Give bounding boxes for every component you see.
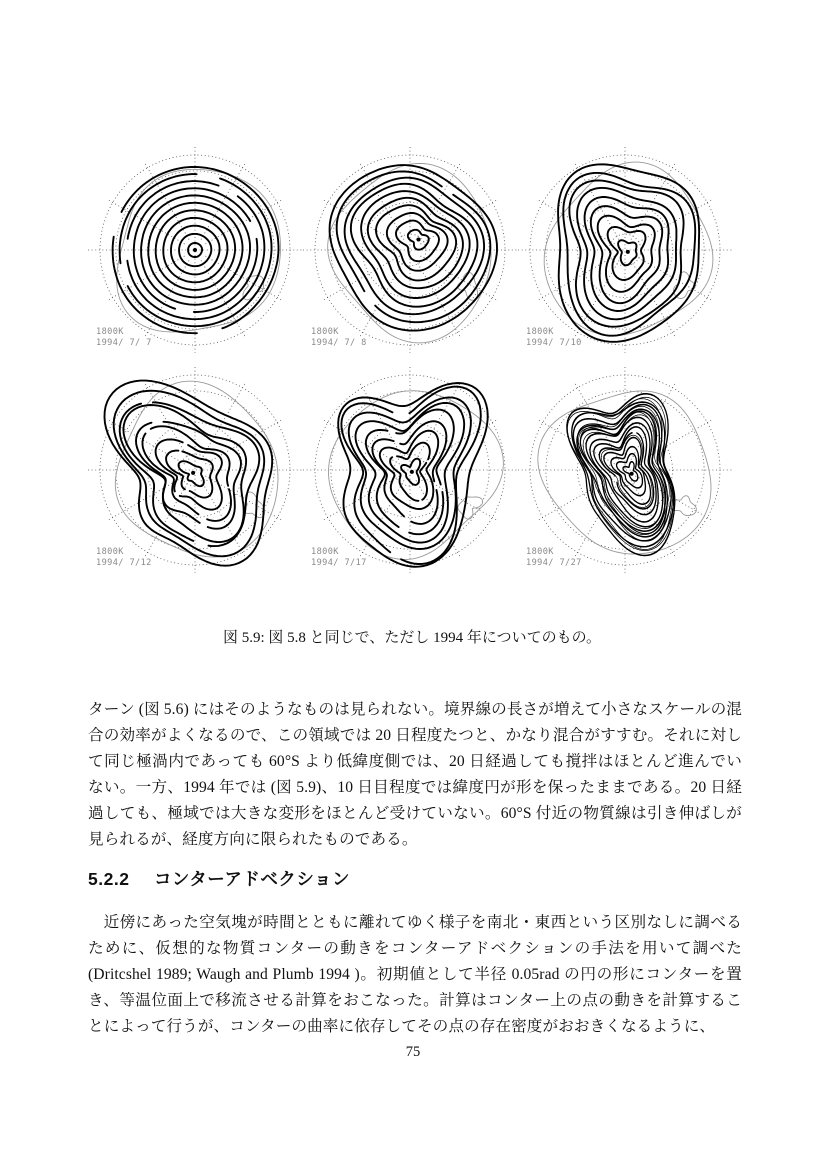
page-number: 75	[405, 1044, 421, 1060]
plot-date-label: 1994/ 7/10	[526, 338, 582, 348]
figure-caption: 図 5.9: 図 5.8 と同じで、ただし 1994 年についてのもの。	[223, 630, 601, 646]
polar-contour-plot	[88, 360, 303, 580]
polar-contour-plot	[88, 140, 303, 360]
polar-contour-plot	[518, 360, 733, 580]
figure-5-9	[88, 140, 736, 647]
plot-level-label: 1800K	[526, 327, 554, 337]
plot-date-label: 1994/ 7/12	[96, 558, 152, 568]
polar-contour-plot	[303, 360, 518, 580]
section-heading	[88, 866, 350, 891]
plot-level-label: 1800K	[526, 547, 554, 557]
plot-level-label: 1800K	[311, 327, 339, 337]
plot-date-label: 1994/ 7/17	[311, 558, 367, 568]
plot-date-label: 1994/ 7/ 7	[96, 338, 152, 348]
section-title: コンターアドベクション	[153, 869, 351, 889]
figure-plot-grid	[88, 140, 736, 580]
plot-level-label: 1800K	[96, 327, 124, 337]
section-number: 5.2.2	[88, 869, 130, 889]
plot-level-label: 1800K	[311, 547, 339, 557]
body-paragraph-2: 近傍にあった空気塊が時間とともに離れてゆく様子を南北・東西という区別なしに調べるために、仮想的な物質コンターの動きをコンターアドベクションの手法を用いて調べた (Dritcshel 1989; Waugh and Plumb 1994 )。初期値として半径 0.05rad の円の形にコンターを置き、等温位面上で移流させる計算をおこなった。計算はコンター上の点の動きを計算することによって行うが、コンターの曲率に依存してその点の存在密度がおおきくなるように、	[88, 914, 742, 1035]
plot-level-label: 1800K	[96, 547, 124, 557]
body-paragraph-1: ターン (図 5.6) にはそのようなものは見られない。境界線の長さが増えて小さなスケールの混合の効率がよくなるので、この領域では 20 日程度たつと、かなり混合がすすむ。それに対して同じ極渦内であっても 60°S より低緯度側では、20 日経過しても撹拌はほとんど進んでいない。一方、1994 年では (図 5.9)、10 日目程度では緯度円が形を保ったままである。20 日経過しても、極域では大きな変形をほとんど受けていない。60°S 付近の物質線は引き伸ばしが見られるが、経度方向に限られたものである。	[88, 701, 742, 848]
plot-date-label: 1994/ 7/ 8	[311, 338, 367, 348]
polar-contour-plot	[518, 140, 733, 360]
plot-date-label: 1994/ 7/27	[526, 558, 582, 568]
polar-contour-plot	[303, 140, 518, 360]
